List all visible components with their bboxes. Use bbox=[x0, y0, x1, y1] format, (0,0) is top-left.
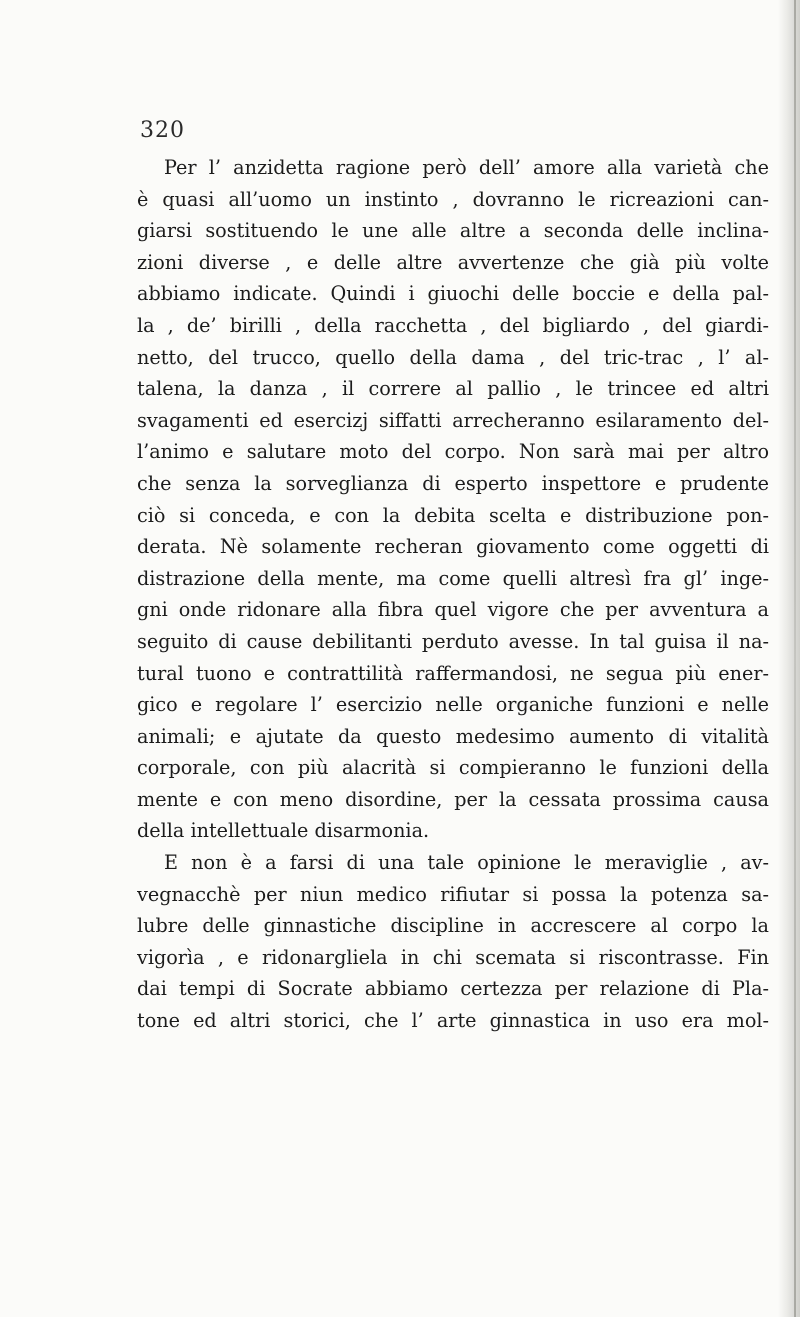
text-line: svagamenti ed esercizj siffatti arrecheranno esilaramento del- bbox=[137, 408, 769, 432]
body-text bbox=[137, 152, 769, 1037]
text-line: la , de’ birilli , della racchetta , del bigliardo , del giardi- bbox=[137, 313, 769, 337]
text-line: seguito di cause debilitanti perduto avesse. In tal guisa il na- bbox=[137, 629, 769, 653]
text-line: è quasi all’uomo un instinto , dovranno le ricreazioni can- bbox=[137, 187, 769, 211]
text-line: gni onde ridonare alla fibra quel vigore che per avventura a bbox=[137, 598, 769, 622]
text-line: abbiamo indicate. Quindi i giuochi delle boccie e della pal- bbox=[137, 282, 769, 306]
page-number: 320 bbox=[140, 118, 185, 143]
page-edge-shadow bbox=[778, 0, 800, 1317]
text-line: che senza la sorveglianza di esperto inspettore e prudente bbox=[137, 471, 769, 495]
text-line: dai tempi di Socrate abbiamo certezza per relazione di Pla- bbox=[137, 977, 769, 1001]
text-line: E non è a farsi di una tale opinione le meraviglie , av- bbox=[164, 851, 769, 875]
text-line: netto, del trucco, quello della dama , del tric-trac , l’ al- bbox=[137, 345, 769, 369]
text-line: mente e con meno disordine, per la cessata prossima causa bbox=[137, 787, 769, 811]
page-edge-line bbox=[794, 0, 796, 1317]
text-line: animali; e ajutate da questo medesimo aumento di vitalità bbox=[137, 724, 769, 748]
text-line: ciò si conceda, e con la debita scelta e distribuzione pon- bbox=[137, 503, 769, 527]
text-line: tural tuono e contrattilità raffermandosi, ne segua più ener- bbox=[137, 661, 769, 685]
text-line: vegnacchè per niun medico rifiutar si possa la potenza sa- bbox=[137, 882, 769, 906]
text-line: Per l’ anzidetta ragione però dell’ amore alla varietà che bbox=[164, 156, 769, 179]
text-line: tone ed altri storici, che l’ arte ginnastica in uso era mol- bbox=[137, 1009, 769, 1033]
text-line: lubre delle ginnastiche discipline in accrescere al corpo la bbox=[137, 914, 769, 938]
text-line: della intellettuale disarmonia. bbox=[137, 819, 430, 843]
text-line: giarsi sostituendo le une alle altre a seconda delle inclina- bbox=[137, 219, 769, 243]
text-line: talena, la danza , il correre al pallio , le trincee ed altri bbox=[137, 377, 769, 401]
text-line: l’animo e salutare moto del corpo. Non sarà mai per altro bbox=[137, 440, 769, 464]
text-line: derata. Nè solamente recheran giovamento come oggetti di bbox=[137, 535, 769, 559]
text-line: zioni diverse , e delle altre avvertenze che già più volte bbox=[137, 250, 769, 274]
text-line: vigorìa , e ridonargliela in chi scemata si riscontrasse. Fin bbox=[137, 945, 769, 969]
text-line: gico e regolare l’ esercizio nelle organiche funzioni e nelle bbox=[137, 693, 769, 717]
text-line: corporale, con più alacrità si compieranno le funzioni della bbox=[137, 756, 769, 780]
text-line: distrazione della mente, ma come quelli altresì fra gl’ inge- bbox=[137, 566, 769, 590]
